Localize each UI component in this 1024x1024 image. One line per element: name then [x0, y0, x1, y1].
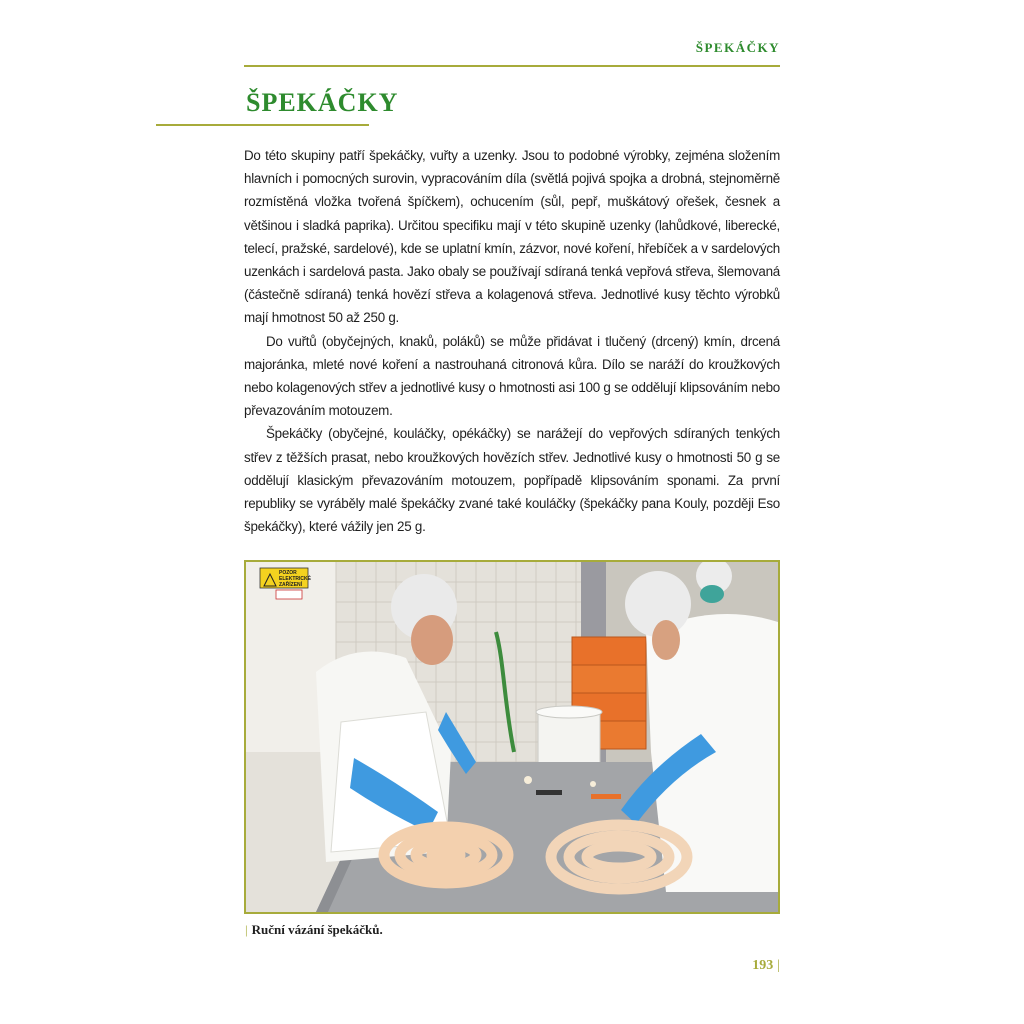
title-rule: [156, 124, 369, 126]
chapter-title: ŠPEKÁČKY: [246, 88, 399, 117]
page-number-value: 193: [752, 958, 774, 973]
photo-sausage-tying: [244, 560, 780, 914]
running-header: ŠPEKÁČKY: [695, 40, 780, 55]
caption-text: Ruční vázání špekáčků.: [251, 922, 383, 937]
paragraph-2: Do vuřtů (obyčejných, knaků, poláků) se může přidávat i tlučený (drcený) kmín, drcená majoránka, mleté nové koření a nastrouhaná citronová kůra. Dílo se naráží do kroužkových nebo kolagenových střev a jednotlivé kusy o hmotnosti asi 100 g se oddělují klipsováním nebo převazováním motouzem.: [244, 333, 780, 419]
header-rule: [244, 65, 780, 67]
sign-line-1: POZOR: [279, 570, 297, 576]
paragraph-1: Do této skupiny patří špekáčky, vuřty a uzenky. Jsou to podobné výrobky, zejména složením hlavních i pomocných surovin, vypracováním díla (světlá pojivá spojka a drobná, stejnoměrně rozmístěná vložka tvořená špíčkem), ochucením (sůl, pepř, muškátový ořešek, česnek a většinou i sladká paprika). Určitou specifiku mají v této skupině uzenky (lahůdkové, liberecké, telecí, pražské, sardelové), kde se uplatní kmín, zázvor, nové koření, hřebíček a v sardelových uzenkách i sardelová pasta. Jako obaly se používají sdíraná tenká vepřová střeva, šlemovaná (částečně sdíraná) tenká hovězí střeva a kolagenová střeva. Jednotlivé kusy těchto výrobků mají hmotnost 50 až 250 g.: [244, 148, 780, 326]
caption-marker: |: [245, 922, 248, 937]
figure-caption: [245, 922, 383, 938]
page-number-marker: |: [777, 958, 780, 973]
sign-line-2: ELEKTRICKÉ: [279, 576, 311, 582]
body-text: [244, 144, 780, 538]
page-number: [752, 958, 780, 974]
paragraph-3: Špekáčky (obyčejné, kouláčky, opékáčky) se narážejí do vepřových sdíraných tenkých střev z těžších prasat, nebo kroužkových hovězích střev. Jednotlivé kusy o hmotnosti 50 g se oddělují klasickým převazováním motouzem, popřípadě klipsováním sponami. Za první republiky se vyráběly malé špekáčky zvané také kouláčky (špekáčky pana Kouly, později Eso špekáčky), které vážily jen 25 g.: [244, 426, 780, 535]
sign-line-3: ZAŘÍZENÍ: [279, 582, 303, 588]
